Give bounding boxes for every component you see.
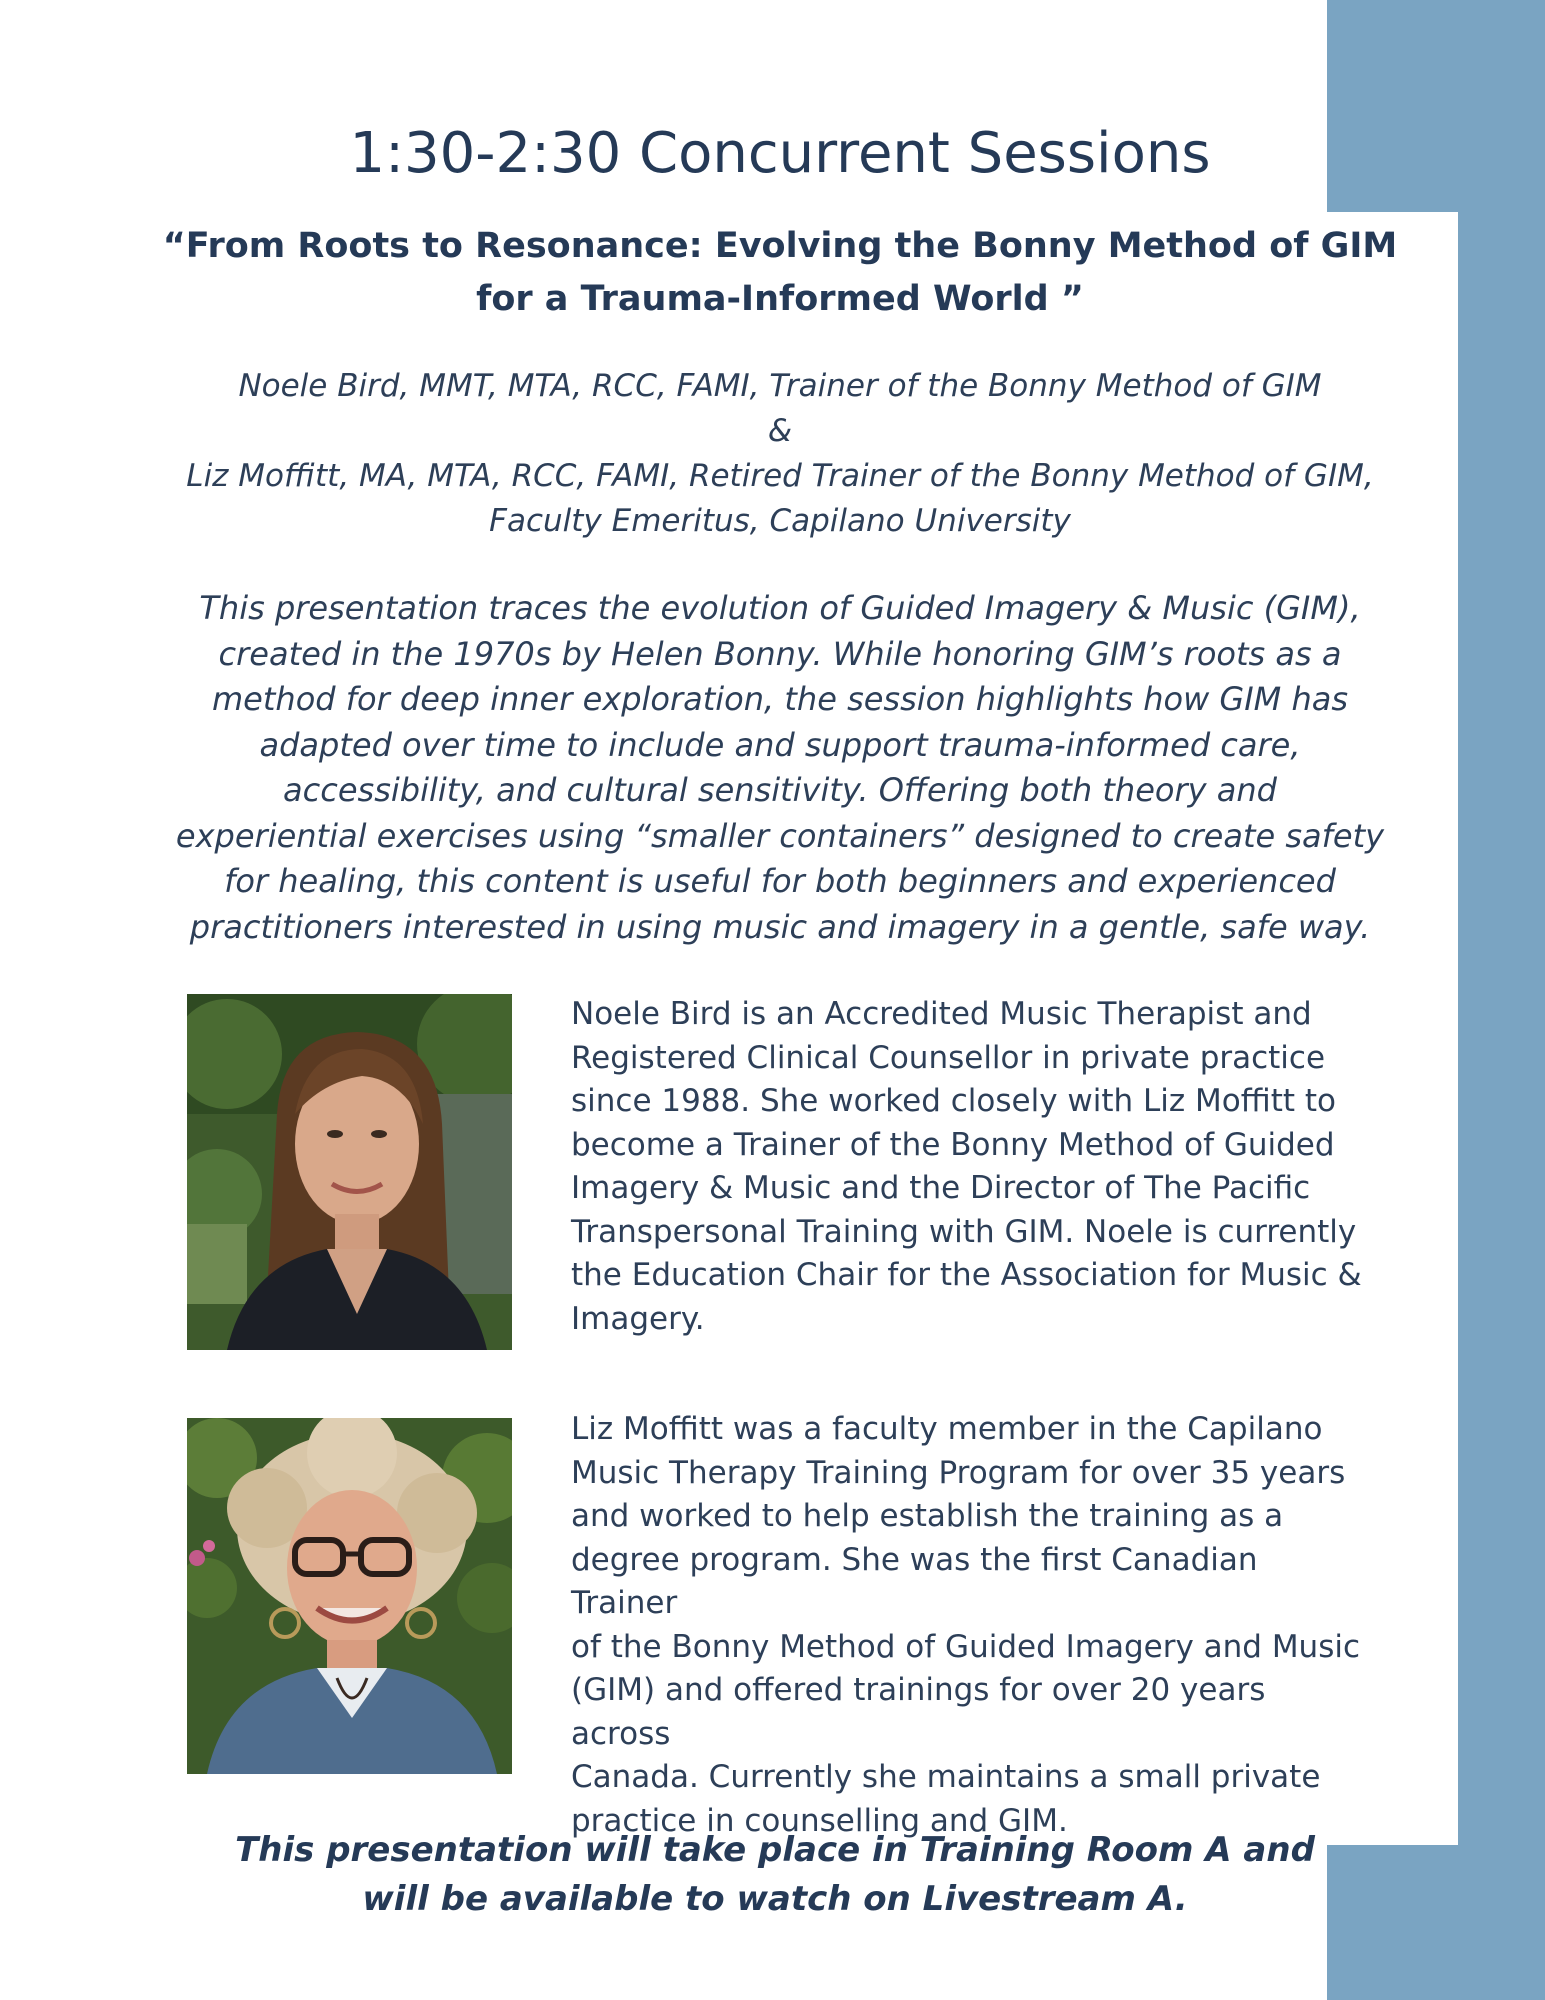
portrait-photo-liz-moffitt	[187, 1418, 512, 1774]
description-line: for healing, this content is useful for both beginners and experienced	[224, 862, 1336, 900]
session-title	[100, 220, 1460, 326]
bio-line: Noele Bird is an Accredited Music Therapist and	[571, 996, 1312, 1032]
description-line: adapted over time to include and support trauma-informed care,	[259, 725, 1301, 764]
bio-line: of the Bonny Method of Guided Imagery and Music	[571, 1628, 1361, 1665]
bio-line: Registered Clinical Counsellor in private practice	[571, 1039, 1326, 1076]
bio-line: Canada. Currently she maintains a small private	[571, 1759, 1321, 1795]
presenters	[100, 364, 1460, 544]
description-line: This presentation traces the evolution of Guided Imagery & Music (GIM),	[199, 589, 1361, 627]
description-line: accessibility, and cultural sensitivity. Offering both theory and	[283, 771, 1277, 809]
portrait-photo-noele-bird	[187, 994, 512, 1350]
bio-line: practice in counselling and GIM.	[571, 1802, 1068, 1839]
description-line: experiential exercises using “smaller containers” designed to create safety	[175, 816, 1385, 855]
presenter-2: Liz Moffitt, MA, MTA, RCC, FAMI, Retired Trainer of the Bonny Method of GIM,	[186, 458, 1374, 494]
bio-line: since 1988. She worked closely with Liz Moffitt to	[571, 1083, 1337, 1119]
description-line: created in the 1970s by Helen Bonny. While honoring GIM’s roots as a	[218, 634, 1342, 673]
bio-liz-moffitt	[571, 1408, 1371, 1843]
description-line: practitioners interested in using music and imagery in a gentle, safe way.	[189, 907, 1371, 946]
bio-line: Imagery & Music and the Director of The Pacific	[571, 1170, 1311, 1206]
page-title: 1:30-2:30 Concurrent Sessions	[349, 121, 1211, 186]
bio-line: Imagery.	[571, 1300, 705, 1337]
location-note-line-1: This presentation will take place in Training Room A and	[235, 1830, 1315, 1870]
bio-line: the Education Chair for the Association for Music &	[571, 1257, 1362, 1293]
presenter-separator: &	[767, 413, 793, 449]
bio-line: Liz Moffitt was a faculty member in the Capilano	[571, 1411, 1323, 1447]
description-line: method for deep inner exploration, the session highlights how GIM has	[212, 680, 1348, 718]
bio-line: Music Therapy Training Program for over 35 years	[571, 1454, 1346, 1491]
bio-noele-bird	[571, 993, 1371, 1341]
presenter-2-affiliation: Faculty Emeritus, Capilano University	[489, 503, 1071, 539]
bio-line: (GIM) and offered trainings for over 20 years across	[571, 1672, 1266, 1752]
bio-line: Transpersonal Training with GIM. Noele is currently	[571, 1213, 1357, 1250]
location-note	[150, 1826, 1400, 1924]
session-title-line-1: “From Roots to Resonance: Evolving the Bonny Method of GIM	[162, 226, 1398, 266]
decorative-band-right	[1458, 212, 1545, 1847]
presenter-1: Noele Bird, MMT, MTA, RCC, FAMI, Trainer of the Bonny Method of GIM	[238, 368, 1322, 404]
location-note-line-2: will be available to watch on Livestream A.	[362, 1879, 1188, 1919]
session-description	[160, 586, 1400, 950]
bio-line: and worked to help establish the training as a	[571, 1498, 1284, 1534]
bio-line: degree program. She was the first Canadian Trainer	[571, 1541, 1258, 1621]
bio-line: become a Trainer of the Bonny Method of Guided	[571, 1126, 1335, 1163]
session-title-line-2: for a Trauma-Informed World ”	[476, 279, 1084, 319]
